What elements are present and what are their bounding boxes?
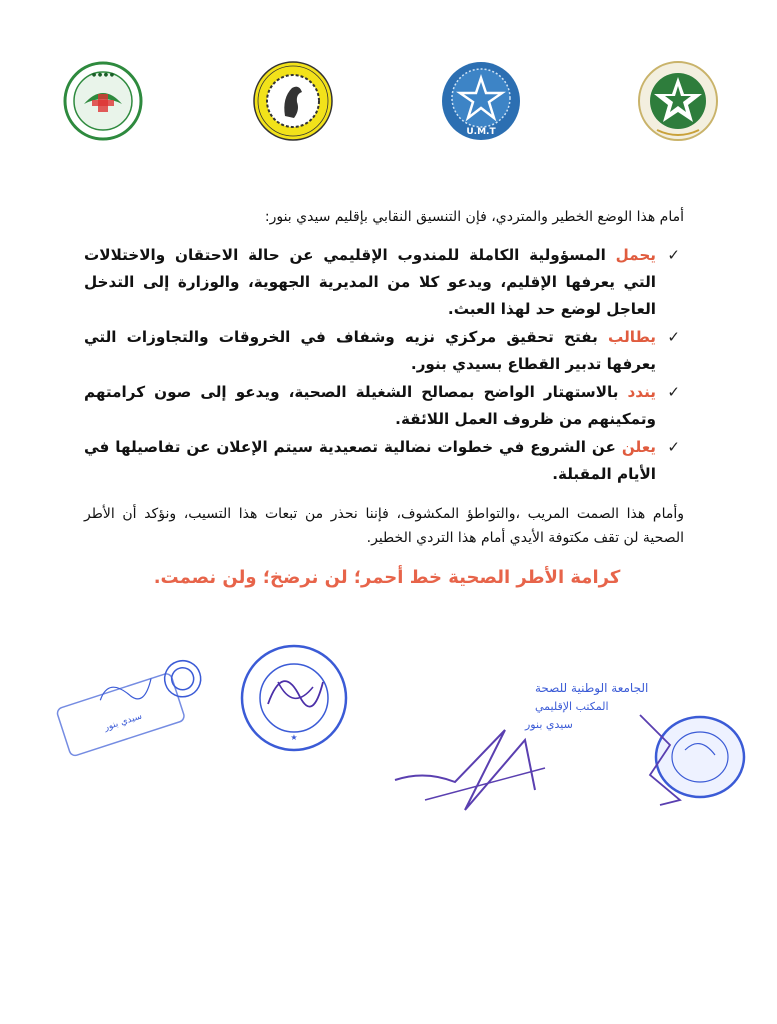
point-verb: يطالب <box>608 328 656 346</box>
independent-union-stamp <box>238 642 350 754</box>
point-text: عن الشروع في خطوات نضالية تصعيدية سيتم الإعلان عن تفاصيلها في الأيام المقبلة. <box>84 438 656 483</box>
point-text: بفتح تحقيق مركزي نزيه وشفاف في الخروقات والتجاوزات التي يعرفها تدبير القطاع بسيدي بنور. <box>84 328 656 373</box>
check-icon: ✓ <box>667 438 680 456</box>
democratic-union-stamp <box>630 705 750 815</box>
stamp-line: سيدي بنور <box>525 718 573 731</box>
check-icon: ✓ <box>667 383 680 401</box>
stamp-line: الجامعة الوطنية للصحة <box>535 681 649 695</box>
svg-text:● ● ● ●: ● ● ● ● <box>91 72 115 78</box>
check-icon: ✓ <box>667 328 680 346</box>
federation-stamp-signature <box>385 670 649 820</box>
stamp-text: سيدي بنور <box>103 711 144 734</box>
union-stamp-left <box>50 650 220 770</box>
list-item <box>84 379 684 433</box>
slogan: كرامة الأطر الصحية خط أحمر؛ لن نرضخ؛ ولن نصمت. <box>153 567 621 588</box>
list-item <box>84 434 684 488</box>
point-verb: يحمل <box>615 246 656 264</box>
list-item <box>84 242 684 323</box>
intro-line: أمام هذا الوضع الخطير والمتردي، فإن التنسيق النقابي بإقليم سيدي بنور: <box>264 209 684 225</box>
umt-logo-text: U.M.T <box>466 127 496 137</box>
point-verb: يعلن <box>621 438 656 456</box>
point-text: بالاستهتار الواضح بمصالح الشغيلة الصحية، ويدعو إلى صون كرامتهم وتمكينهم من ظروف العمل اللائقة. <box>84 383 656 428</box>
check-icon: ✓ <box>667 246 680 264</box>
closing-paragraph: وأمام هذا الصمت المريب ،والتواطؤ المكشوف، فإننا نحذر من تبعات هذا التسيب، ونؤكد أن الأطر الصحية لن تقف مكتوفة الأيدي أمام هذا التردي الخطير. <box>84 506 684 546</box>
point-verb: يندد <box>627 383 656 401</box>
stamp-line: المكتب الإقليمي <box>535 700 609 713</box>
demands-list <box>84 242 684 489</box>
svg-text:★: ★ <box>290 733 298 742</box>
point-text: المسؤولية الكاملة للمندوب الإقليمي عن حالة الاحتقان والاختلالات التي يعرفها الإقليم، ويدعو كلا من المديرية الجهوية، والوزارة إلى التدخل العاجل لوضع حد لهذا العبث. <box>84 246 656 318</box>
list-item <box>84 324 684 378</box>
